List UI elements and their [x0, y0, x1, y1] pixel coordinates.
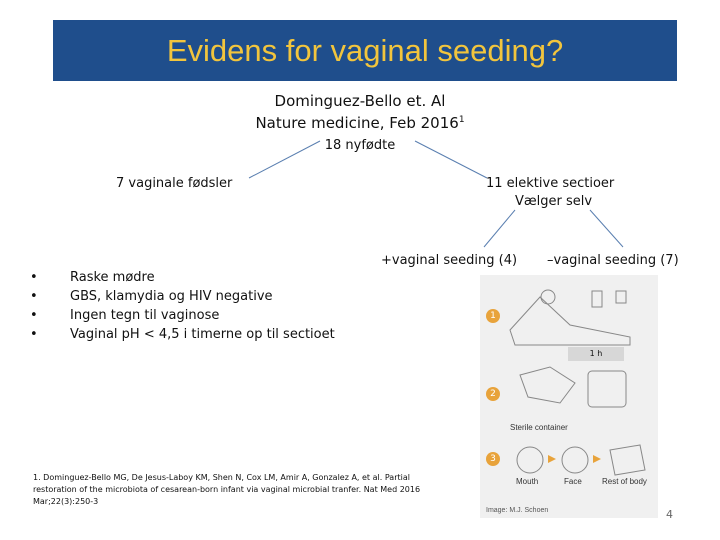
infant-mouth-sketch: [517, 447, 543, 473]
criteria-item: • GBS, klamydia og HIV negative: [30, 287, 335, 306]
page-number: 4: [666, 508, 673, 521]
mouth-label: Mouth: [516, 477, 539, 486]
iv-bag-sketch: [592, 291, 602, 307]
footnote-marker: 1: [458, 115, 465, 125]
patient-bed-sketch: [510, 297, 630, 345]
clock-sketch: [616, 291, 626, 303]
connector-minus: [590, 210, 623, 247]
infant-face-sketch: [562, 447, 588, 473]
infant-body-sketch: [610, 445, 645, 475]
minus-seeding-label: –vaginal seeding (7): [547, 253, 679, 268]
vaginal-births-label: 7 vaginale fødsler: [116, 176, 233, 191]
elective-sections-label: 11 elektive sectioer: [486, 176, 615, 191]
rest-of-body-label: Rest of body: [602, 477, 647, 486]
criteria-item: • Ingen tegn til vaginose: [30, 306, 335, 325]
own-choice-label: Vælger selv: [515, 194, 593, 209]
step-1-badge: 1: [486, 309, 500, 323]
patient-head-sketch: [541, 290, 555, 304]
connector-plus: [484, 210, 515, 247]
image-credit: Image: M.J. Schoen: [486, 507, 549, 514]
step-2-badge: 2: [486, 387, 500, 401]
slide-title: Evidens for vaginal seeding?: [166, 32, 564, 68]
arrow-icon: [548, 455, 556, 463]
source-authors: Dominguez-Bello et. Al: [274, 92, 446, 110]
container-sketch: [588, 371, 626, 407]
plus-seeding-label: +vaginal seeding (4): [381, 253, 518, 268]
criteria-list: [30, 268, 335, 344]
sterile-container-label: Sterile container: [510, 423, 568, 432]
procedure-illustration: [480, 275, 658, 518]
step-3-badge: 3: [486, 452, 500, 466]
criteria-item: • Raske mødre: [30, 268, 335, 287]
timer-bar: 1 h: [568, 347, 624, 361]
newborn-count: 18 nyfødte: [324, 138, 396, 153]
gauze-sketch: [520, 367, 575, 403]
connector-left: [249, 141, 320, 178]
connector-right: [415, 141, 487, 178]
criteria-item: • Vaginal pH < 4,5 i timerne op til sectioet: [30, 325, 335, 344]
face-label: Face: [564, 477, 582, 486]
source-journal: Nature medicine, Feb 2016: [255, 114, 459, 132]
reference-footnote: 1. Dominguez-Bello MG, De Jesus-Laboy KM, Shen N, Cox LM, Amir A, Gonzalez A, et al. Partial restoration of the microbiota of cesarean-born infant via vaginal microbial tranfer. Nat Med 2016 Mar;22(3):250-3: [33, 473, 421, 506]
arrow-icon: [593, 455, 601, 463]
